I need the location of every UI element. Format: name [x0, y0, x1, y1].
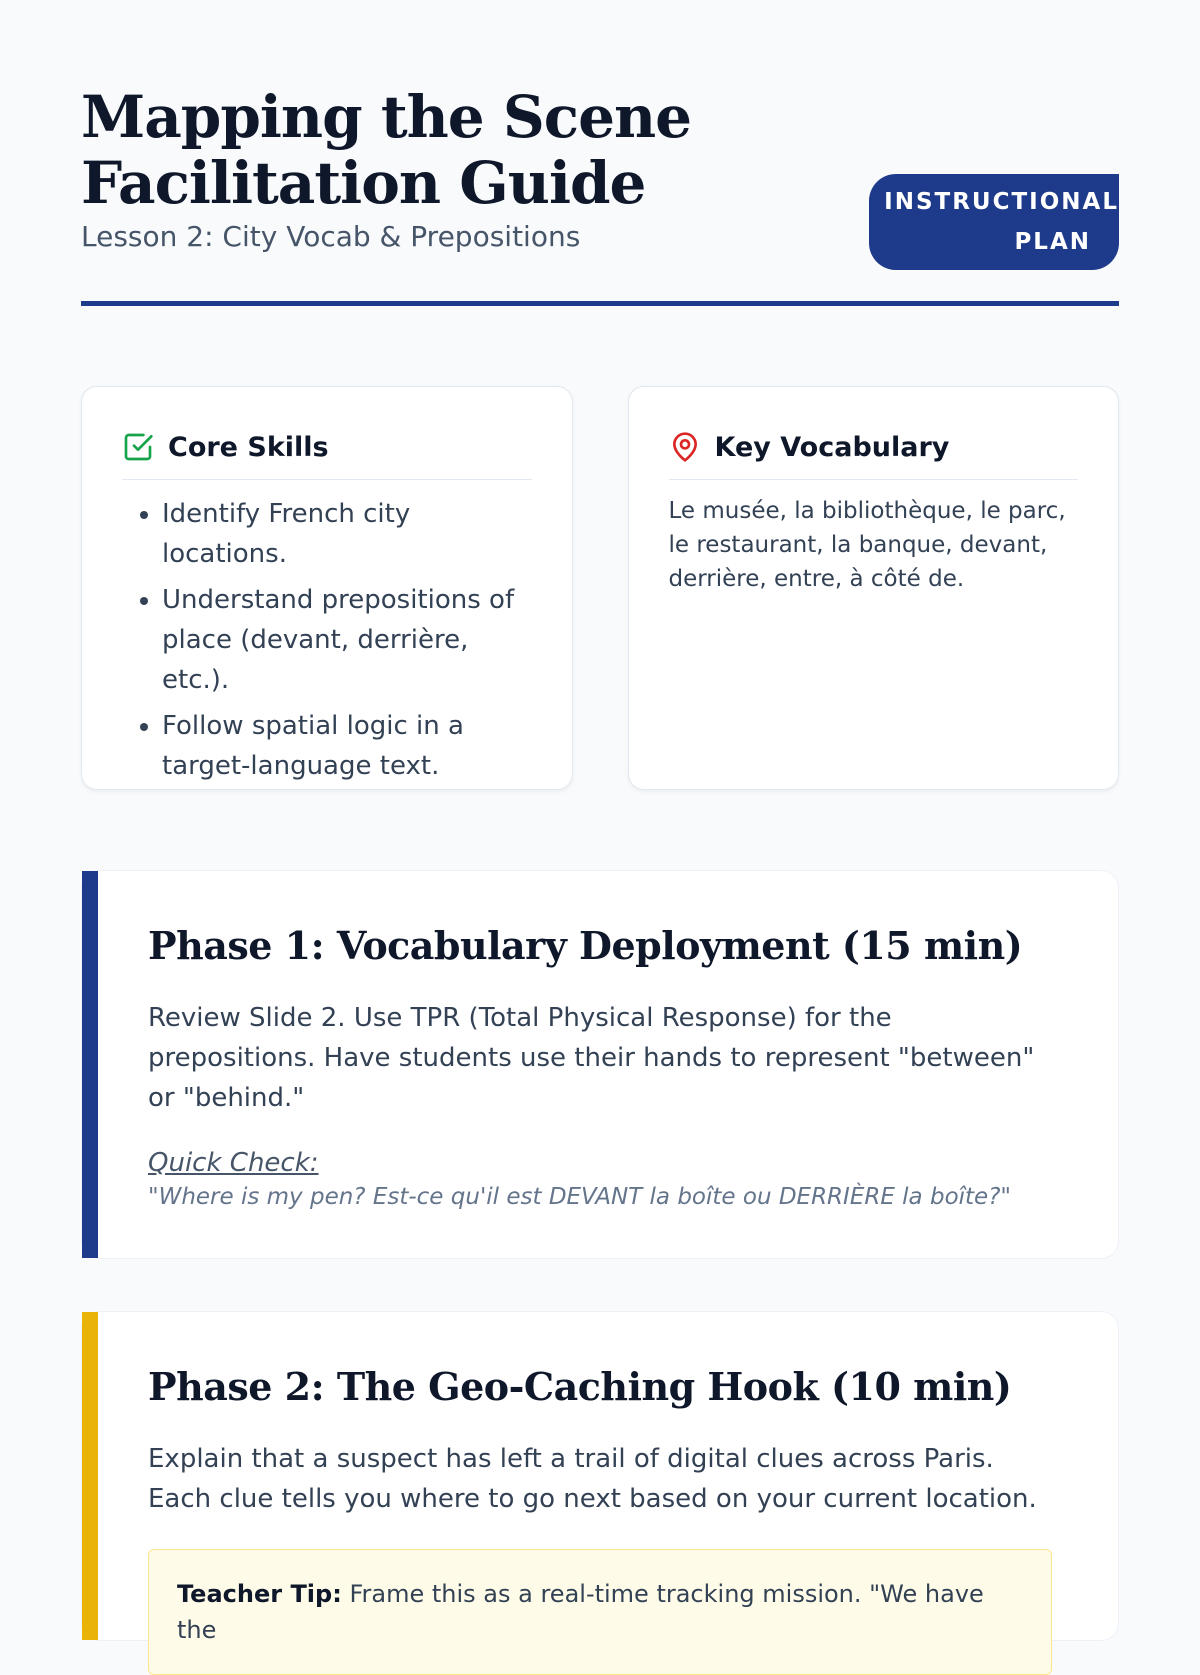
key-vocabulary-card	[628, 386, 1120, 790]
phase-2-body: Explain that a suspect has left a trail of digital clues across Paris. Each clue tells you where to go next based on your current location.	[148, 1444, 1037, 1514]
quick-check-label: Quick Check:	[148, 1148, 319, 1178]
lesson-subtitle: Lesson 2: City Vocab & Prepositions	[81, 220, 581, 253]
phase-2-title: Phase 2: The Geo-Caching Hook (10 min)	[148, 1364, 1012, 1409]
overview-cards	[81, 386, 1119, 790]
phase-2-section	[81, 1311, 1119, 1644]
quick-check-text: "Where is my pen? Est-ce qu'il est DEVANT la boîte ou DERRIÈRE la boîte?"	[148, 1184, 1011, 1210]
list-item: • Identify French city locations.	[162, 494, 532, 574]
key-vocabulary-title: Key Vocabulary	[714, 431, 950, 463]
core-skills-header	[122, 431, 532, 480]
list-item: • Understand prepositions of place (devant, derrière, etc.).	[162, 580, 532, 700]
teacher-tip-label: Teacher Tip:	[177, 1580, 342, 1608]
list-item: • Follow spatial logic in a target-language text.	[162, 706, 532, 786]
phase-1-section	[81, 870, 1119, 1259]
check-square-icon	[122, 431, 154, 463]
map-pin-icon	[669, 431, 701, 463]
teacher-tip-text: Frame this as a real-time tracking mission. "We have the	[177, 1580, 984, 1644]
title-line-2: Facilitation Guide	[81, 149, 646, 217]
badge-line-1: INSTRUCTIONAL	[884, 189, 1119, 215]
core-skills-list	[122, 494, 532, 786]
instructional-plan-badge	[869, 174, 1119, 270]
key-vocabulary-header	[669, 431, 1079, 480]
phase-1-title: Phase 1: Vocabulary Deployment (15 min)	[148, 923, 1023, 968]
core-skills-card	[81, 386, 573, 790]
phase-1-body: Review Slide 2. Use TPR (Total Physical Response) for the prepositions. Have students use their hands to represent "between" or "behind."	[148, 1003, 1035, 1113]
badge-line-2: PLAN	[1014, 229, 1091, 255]
title-line-1: Mapping the Scene	[81, 83, 692, 151]
core-skills-title: Core Skills	[168, 431, 329, 463]
teacher-tip-box	[148, 1549, 1052, 1675]
key-vocabulary-text: Le musée, la bibliothèque, le parc, le restaurant, la banque, devant, derrière, entre, à côté de.	[668, 498, 1066, 592]
page-header	[81, 0, 1119, 306]
